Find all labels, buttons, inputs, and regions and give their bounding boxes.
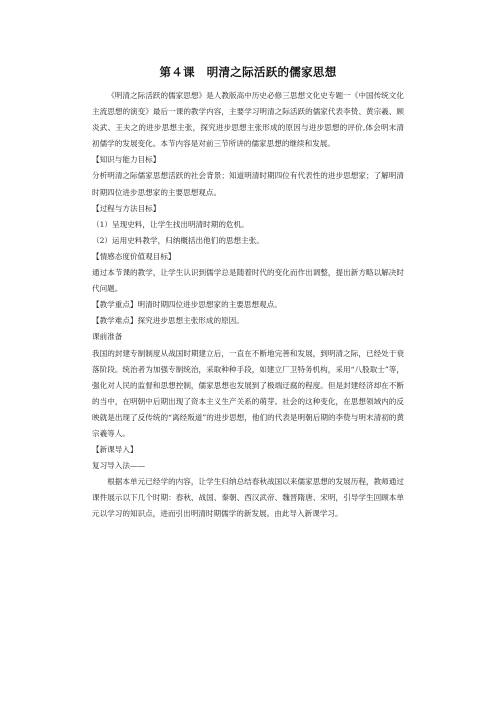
section-heading-preparation: 课前准备 [92, 332, 123, 342]
section-heading-values-goals: 【情感态度价值观目标】 [92, 251, 176, 261]
process-goal-item: （2）运用史料教学，归纳概括出他们的思想主张。 [92, 235, 264, 245]
knowledge-goals-text: 分析明清之际儒家思想活跃的社会背景；知道明清时期四位有代表性的进步思想家；了解明清时期四位进步思想家的主要思想观点。 [92, 171, 404, 197]
lesson-title: 第４课 明清之际活跃的儒家思想 [159, 65, 337, 79]
document-body [92, 88, 404, 523]
intro-paragraph: 《明清之际活跃的儒家思想》是人教版高中历史必修三思想文化史专题一《中国传统文化主流思想的演变》最后一课的教学内容，主要学习明清之际活跃的儒家代表李贽、黄宗羲、顾炎武、王夫之的进步思想主张，探究进步思想主张形成的原因与进步思想的评价,体会明末清初儒学的发展变化。本节内容是对前三节所讲的儒家思想的继续和发展。 [92, 91, 404, 149]
section-heading-knowledge-goals: 【知识与能力目标】 [92, 155, 161, 165]
values-goals-text: 通过本节课的教学，让学生认识到儒学总是随着时代的变化而作出调整，提出新方略以解决时代问题。 [92, 268, 404, 294]
process-goal-item: （1）呈现史料，让学生找出明清时期的危机。 [92, 219, 249, 229]
teaching-difficulty: 【教学难点】探究进步思想主张形成的原因。 [92, 316, 244, 326]
teaching-focus: 【教学重点】明清时期四位进步思想家的主要思想观点。 [92, 300, 282, 310]
review-method-text: 根据本单元已经学的内容，让学生归纳总结春秋战国以来儒家思想的发展历程，教师通过课件展示以下几个时期：春秋、战国、秦朝、西汉武帝、魏晋隋唐、宋明，引导学生回顾本单元以学习的知识点，进而引出明清时期儒学的新发展。由此导入新课学习。 [92, 477, 404, 519]
preparation-text: 我国的封建专制制度从战国时期建立后，一直在不断地完善和发展，到明清之际，已经处于衰落阶段。统治者为加强专制统治，采取种种手段，如建立厂卫特务机构，采用“八股取士”等，强化对人民的监督和思想控制，儒家思想也发展到了极端迂腐的程度。但是封建经济却在不断的当中，在明朝中后期出现了资本主义生产关系的萌芽。社会的这种变化，在思想领域内的反映就是出现了反传统的“离经叛道”的进步思想，他们的代表是明朝后期的李贽与明末清初的黄宗羲等人。 [92, 348, 404, 438]
section-heading-process-goals: 【过程与方法目标】 [92, 203, 161, 213]
section-heading-new-lesson: 【新课导入】 [92, 445, 138, 455]
review-method-label: 复习导入法—— [92, 461, 146, 471]
